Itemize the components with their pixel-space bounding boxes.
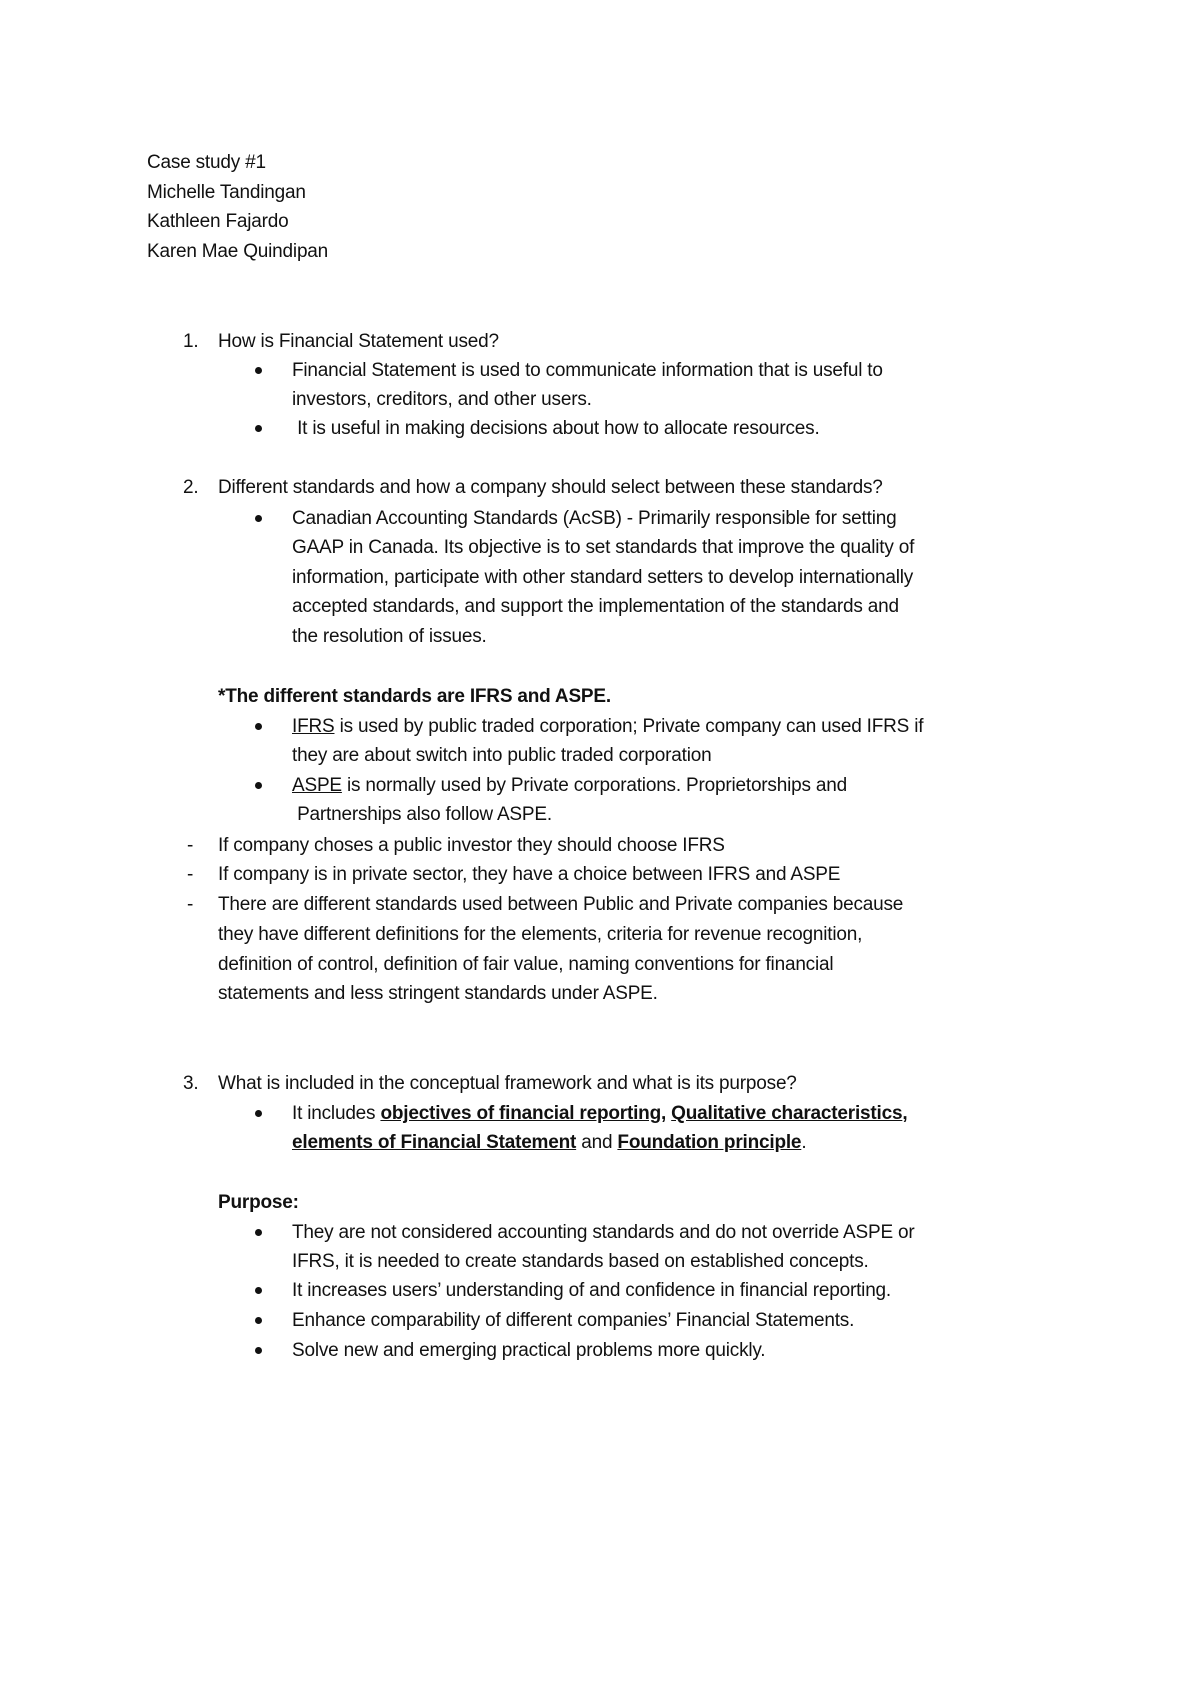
separator: , [661, 1103, 672, 1124]
list-item: information, participate with other standard setters to develop internationally [292, 567, 914, 588]
list-item: If company choses a public investor they should choose IFRS [218, 835, 725, 856]
author: Kathleen Fajardo [147, 211, 289, 232]
dash-marker: - [187, 835, 194, 856]
bullet-icon [255, 515, 262, 522]
list-item: Financial Statement is used to communicate information that is useful to [292, 360, 883, 381]
question-1: How is Financial Statement used? [218, 331, 499, 352]
bullet-icon [255, 1110, 262, 1117]
term-foundation: Foundation principle [617, 1132, 802, 1153]
separator: , [902, 1103, 908, 1124]
question-3: What is included in the conceptual framework and what is its purpose? [218, 1073, 797, 1094]
list-item: they are about switch into public traded corporation [292, 745, 712, 766]
dash-marker: - [187, 864, 194, 885]
bullet-icon [255, 1347, 262, 1354]
list-item: Partnerships also follow ASPE. [292, 804, 552, 825]
list-number: 3. [183, 1073, 199, 1094]
bullet-icon [255, 367, 262, 374]
separator: . [801, 1132, 807, 1153]
aspe-text: is normally used by Private corporations. Proprietorships and [341, 775, 847, 796]
list-item: GAAP in Canada. Its objective is to set standards that improve the quality of [292, 537, 915, 558]
list-item: Solve new and emerging practical problems more quickly. [292, 1340, 766, 1361]
standards-note: *The different standards are IFRS and ASPE. [218, 686, 611, 707]
doc-title: Case study #1 [147, 152, 266, 173]
list-item [292, 774, 847, 798]
list-item: IFRS, it is needed to create standards based on established concepts. [292, 1251, 869, 1272]
list-item [292, 1102, 907, 1126]
list-item: the resolution of issues. [292, 626, 487, 647]
list-item: definition of control, definition of fair value, naming conventions for financial [218, 954, 834, 975]
list-number: 1. [183, 331, 199, 352]
term-qualitative: Qualitative characteristics [671, 1103, 903, 1124]
author: Michelle Tandingan [147, 182, 306, 203]
term-elements: elements of Financial Statement [292, 1132, 577, 1153]
list-item: There are different standards used between Public and Private companies because [218, 894, 904, 915]
list-item: It is useful in making decisions about how to allocate resources. [292, 418, 820, 439]
term-objectives: objectives of financial reporting [380, 1103, 661, 1124]
list-item [292, 1131, 806, 1155]
purpose-label: Purpose: [218, 1192, 299, 1213]
includes-prefix: It includes [292, 1103, 381, 1124]
list-item: investors, creditors, and other users. [292, 389, 592, 410]
question-2: Different standards and how a company should select between these standards? [218, 477, 883, 498]
ifrs-text: is used by public traded corporation; Private company can used IFRS if [334, 716, 924, 737]
bullet-icon [255, 425, 262, 432]
list-item: Canadian Accounting Standards (AcSB) - Primarily responsible for setting [292, 508, 897, 529]
bullet-icon [255, 1229, 262, 1236]
list-item: If company is in private sector, they have a choice between IFRS and ASPE [218, 864, 841, 885]
bullet-icon [255, 723, 262, 730]
list-item: They are not considered accounting standards and do not override ASPE or [292, 1222, 915, 1243]
aspe-term: ASPE [292, 775, 342, 796]
list-item: It increases users’ understanding of and confidence in financial reporting. [292, 1280, 892, 1301]
list-item: accepted standards, and support the implementation of the standards and [292, 596, 899, 617]
list-item: Enhance comparability of different companies’ Financial Statements. [292, 1310, 855, 1331]
list-item: statements and less stringent standards under ASPE. [218, 983, 658, 1004]
bullet-icon [255, 1287, 262, 1294]
bullet-icon [255, 1317, 262, 1324]
list-item [292, 715, 923, 739]
ifrs-term: IFRS [292, 716, 335, 737]
author: Karen Mae Quindipan [147, 241, 329, 262]
dash-marker: - [187, 894, 194, 915]
list-number: 2. [183, 477, 199, 498]
list-item: they have different definitions for the elements, criteria for revenue recognition, [218, 924, 863, 945]
bullet-icon [255, 782, 262, 789]
separator: and [576, 1132, 618, 1153]
